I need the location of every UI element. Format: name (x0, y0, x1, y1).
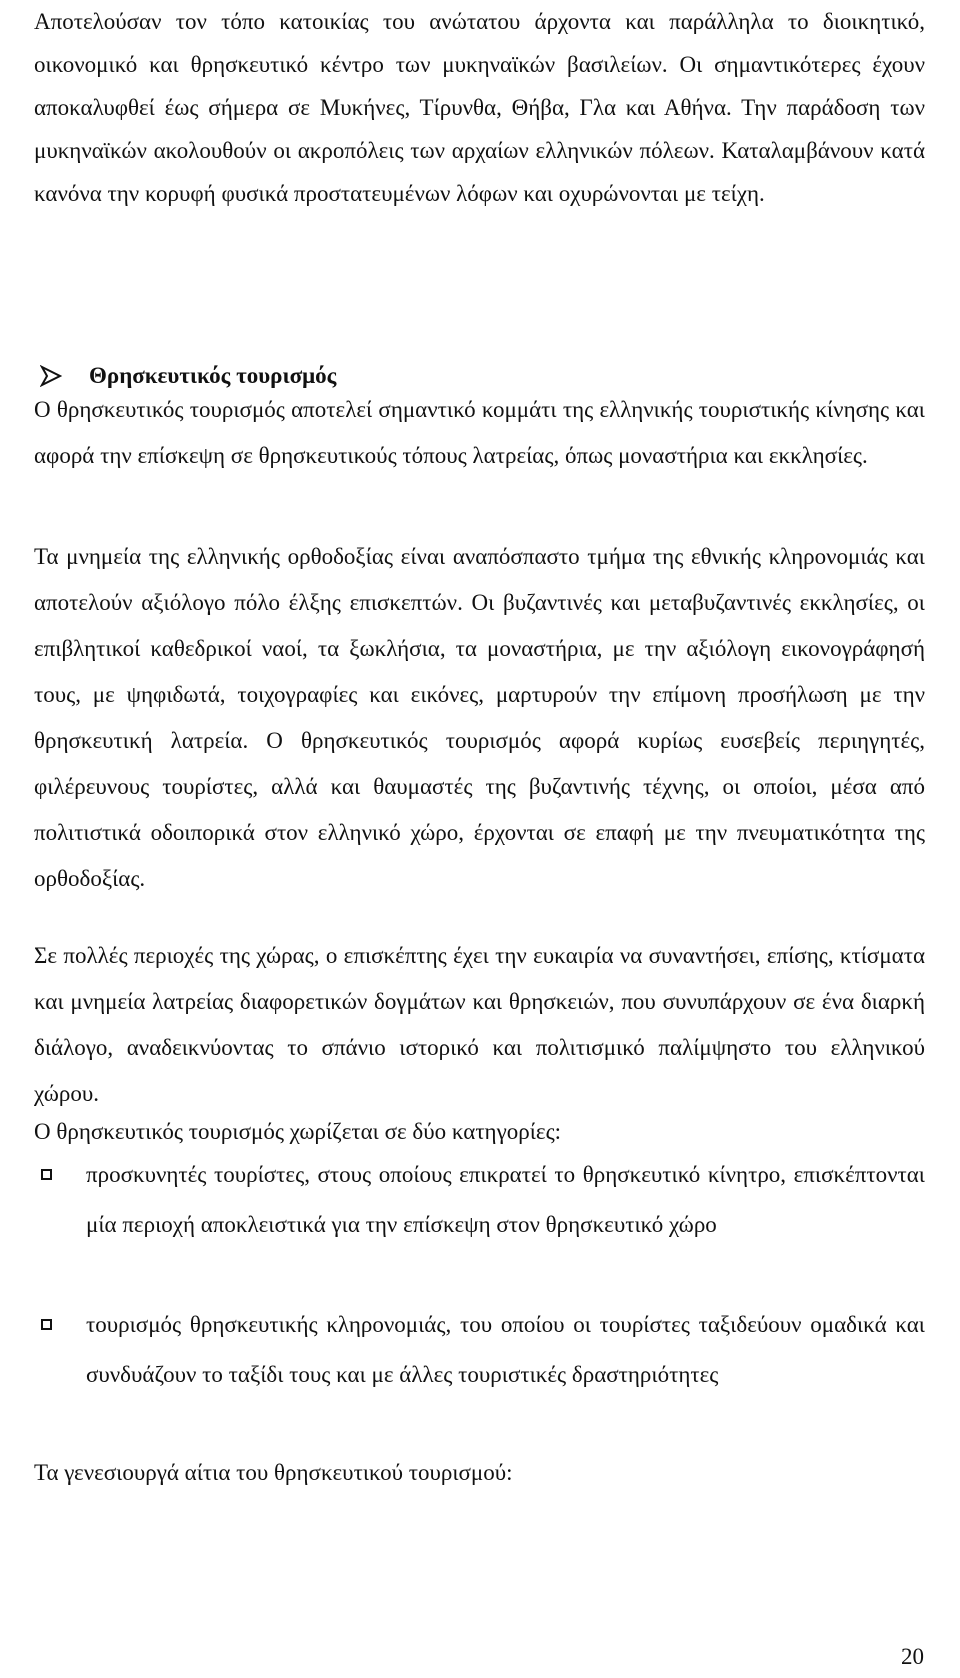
section-heading-text: Θρησκευτικός τουρισμός (89, 363, 337, 388)
checkbox-icon (41, 1169, 52, 1180)
paragraph-1: Ο θρησκευτικός τουρισμός αποτελεί σημαντικό κομμάτι της ελληνικής τουριστικής κίνησης και αφορά την επίσκεψη σε θρησκευτικούς τόπους λατρείας, όπως μοναστήρια και εκκλησίες. (34, 397, 925, 468)
page-number: 20 (901, 1644, 924, 1669)
list-item-text: τουρισμός θρησκευτικής κληρονομιάς, του οποίου οι τουρίστες ταξιδεύουν ομαδικά και συνδυάζουν το ταξίδι τους και με άλλες τουριστικές δραστηριότητες (86, 1312, 925, 1387)
list-item-text: προσκυνητές τουρίστες, στους οποίους επικρατεί το θρησκευτικό κίνητρο, επισκέπτονται μία περιοχή αποκλειστικά για την επίσκεψη στον θρησκευτικό χώρο (86, 1162, 925, 1237)
paragraph-5: Τα γενεσιουργά αίτια του θρησκευτικού τουρισμού: (34, 1460, 513, 1485)
list-item (34, 1300, 925, 1400)
paragraph-3: Σε πολλές περιοχές της χώρας, ο επισκέπτης έχει την ευκαιρία να συναντήσει, επίσης, κτίσματα και μνημεία λατρείας διαφορετικών δογμάτων και θρησκειών, που συνυπάρχουν σε ένα διαρκή διάλογο, αναδεικνύοντας το σπάνιο ιστορικό και πολιτισμικό παλίμψηστο του ελληνικού χώρου. (34, 943, 925, 1106)
checkbox-icon (41, 1319, 52, 1330)
arrowhead-icon (40, 365, 62, 387)
paragraph-2: Τα μνημεία της ελληνικής ορθοδοξίας είναι αναπόσπαστο τμήμα της εθνικής κληρονομιάς και αποτελούν αξιόλογο πόλο έλξης επισκεπτών. Οι βυζαντινές και μεταβυζαντινές εκκλησίες, οι επιβλητικοί καθεδρικοί ναοί, τα ξωκλήσια, τα μοναστήρια, με την αξιόλογη εικονογράφησή τους, με ψηφιδωτά, τοιχογραφίες και εικόνες, μαρτυρούν την επίμονη προσήλωση με την θρησκευτική λατρεία. Ο θρησκευτικός τουρισμός αφορά κυρίως ευσεβείς περιηγητές, φιλέρευνους τουρίστες, αλλά και θαυμαστές της βυζαντινής τέχνης, οι οποίοι, μέσα από πολιτιστικά οδοιπορικά στον ελληνικό χώρο, έρχονται σε επαφή με την πνευματικότητα της ορθοδοξίας. (34, 544, 925, 891)
list-item (34, 1150, 925, 1250)
paragraph-4: Ο θρησκευτικός τουρισμός χωρίζεται σε δύο κατηγορίες: (34, 1119, 562, 1144)
intro-paragraph: Αποτελούσαν τον τόπο κατοικίας του ανώτατου άρχοντα και παράλληλα το διοικητικό, οικονομικό και θρησκευτικό κέντρο των μυκηναϊκών βασιλείων. Οι σημαντικότερες έχουν αποκαλυφθεί έως σήμερα σε Μυκήνες, Τίρυνθα, Θήβα, Γλα και Αθήνα. Την παράδοση των μυκηναϊκών ακολουθούν οι ακροπόλεις των αρχαίων ελληνικών πόλεων. Καταλαμβάνουν κατά κανόνα την κορυφή φυσικά προστατευμένων λόφων και οχυρώνονται με τείχη. (34, 9, 925, 206)
